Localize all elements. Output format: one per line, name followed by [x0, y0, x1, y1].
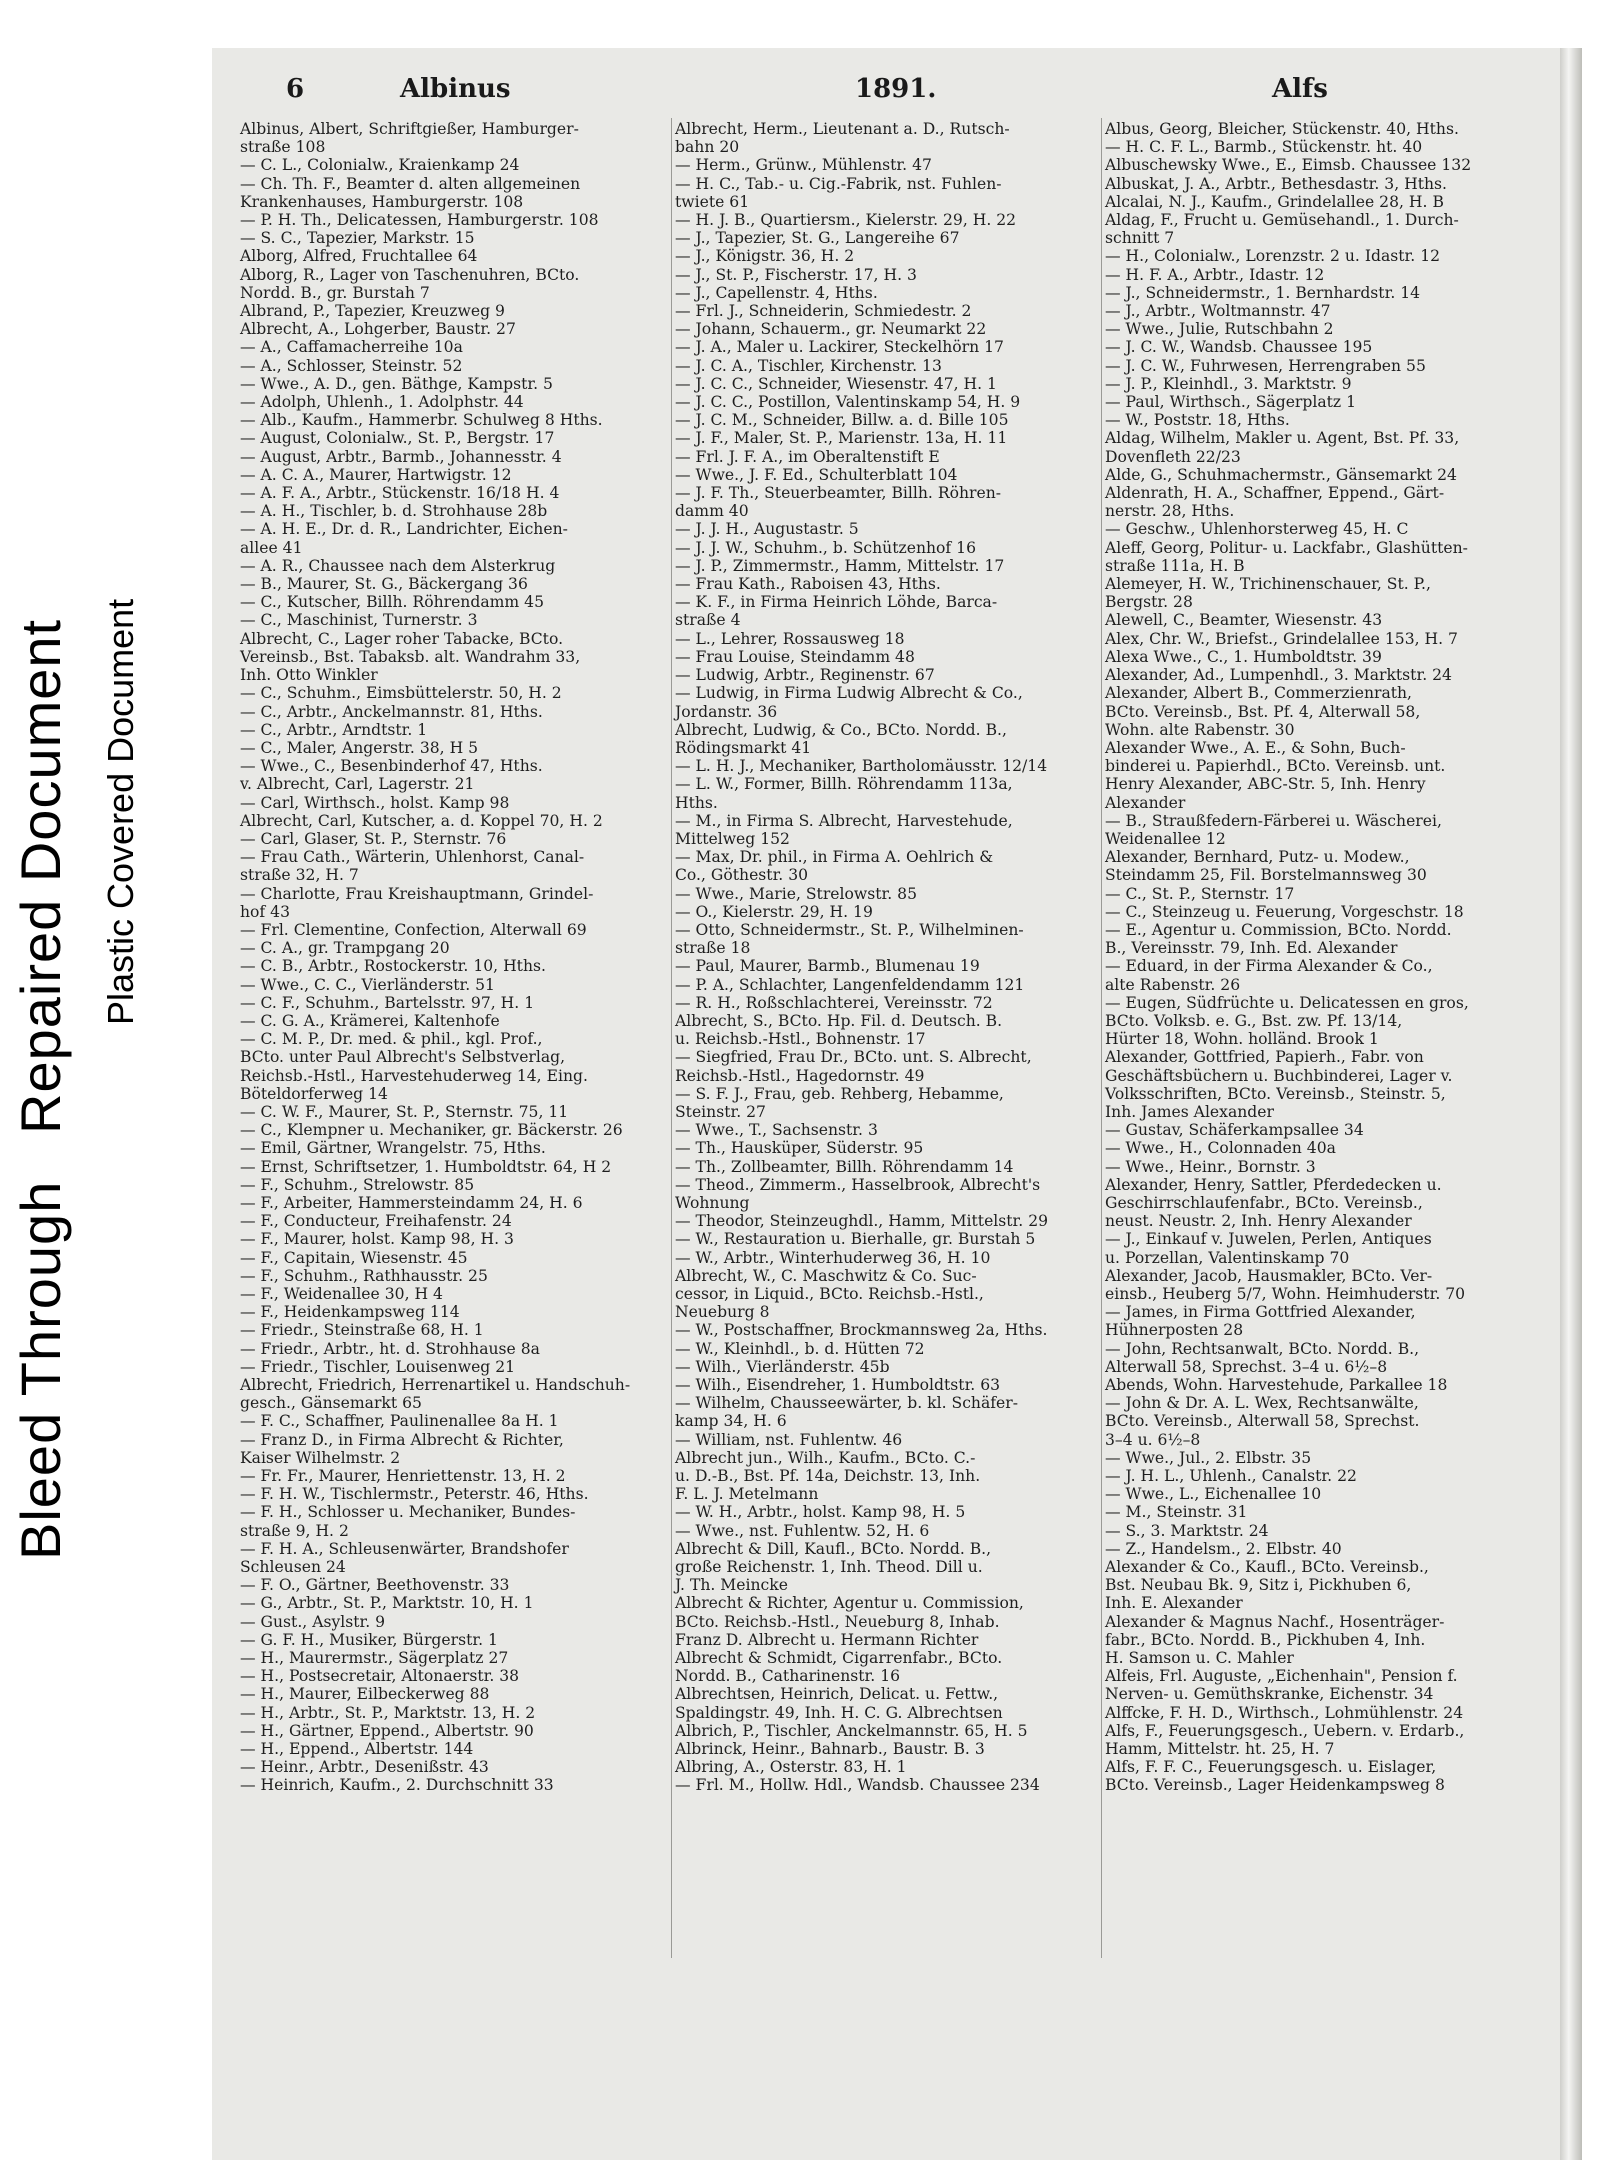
directory-entry-line: Albrinck, Heinr., Bahnarb., Baustr. B. 3: [675, 1740, 985, 1759]
directory-entry-line: — F., Maurer, holst. Kamp 98, H. 3: [240, 1230, 514, 1249]
directory-entry-line: — Wwe., C., Besenbinderhof 47, Hths.: [240, 757, 543, 776]
directory-entry-line: — H., Gärtner, Eppend., Albertstr. 90: [240, 1721, 534, 1740]
directory-entry-line: Reichsb.-Hstl., Hagedornstr. 49: [675, 1066, 925, 1085]
directory-entry-line: — Frl. J., Schneiderin, Schmiedestr. 2: [675, 302, 972, 321]
directory-column-1: [240, 120, 670, 1795]
directory-entry-line: BCto. unter Paul Albrecht's Selbstverlag,: [240, 1048, 566, 1067]
directory-entry-line: — James, in Firma Gottfried Alexander,: [1105, 1303, 1416, 1322]
directory-entry-line: binderei u. Papierhdl., BCto. Vereinsb. unt.: [1105, 757, 1446, 776]
directory-entry-line: — J., Einkauf v. Juwelen, Perlen, Antiques: [1105, 1230, 1432, 1249]
directory-entry-line: Albrecht & Schmidt, Cigarrenfabr., BCto.: [675, 1649, 1003, 1668]
directory-entry-line: — J., St. P., Fischerstr. 17, H. 3: [675, 265, 917, 284]
directory-entry-line: straße 18: [675, 939, 751, 958]
directory-entry-line: Alfeis, Frl. Auguste, „Eichenhain", Pension f.: [1105, 1667, 1458, 1686]
directory-entry-line: Alfs, F. F. C., Feuerungsgesch. u. Eislager,: [1105, 1758, 1437, 1777]
directory-entry-line: — G. F. H., Musiker, Bürgerstr. 1: [240, 1630, 498, 1649]
directory-entry-line: große Reichenstr. 1, Inh. Theod. Dill u.: [675, 1558, 983, 1577]
directory-entry-line: — Wilh., Vierländerstr. 45b: [675, 1357, 890, 1376]
directory-entry-line: — Max, Dr. phil., in Firma A. Oehlrich &: [675, 848, 994, 867]
directory-entry-line: Bst. Neubau Bk. 9, Sitz i, Pickhuben 6,: [1105, 1576, 1412, 1595]
directory-entry-line: — Ch. Th. F., Beamter d. alten allgemeinen: [240, 174, 581, 193]
directory-entry-line: straße 9, H. 2: [240, 1521, 349, 1540]
directory-column-3: [1105, 120, 1545, 1795]
directory-entry-line: — Otto, Schneidermstr., St. P., Wilhelminen-: [675, 920, 1024, 939]
directory-entry-line: Albrich, P., Tischler, Anckelmannstr. 65, H. 5: [675, 1721, 1028, 1740]
directory-entry-line: twiete 61: [675, 192, 750, 211]
directory-entry-line: neust. Neustr. 2, Inh. Henry Alexander: [1105, 1212, 1412, 1231]
directory-entry-line: — J., Schneidermstr., 1. Bernhardstr. 14: [1105, 283, 1421, 302]
directory-entry-line: Dovenfleth 22/23: [1105, 447, 1241, 466]
directory-entry-line: Böteldorferweg 14: [240, 1084, 388, 1103]
directory-entry-line: — J., Capellenstr. 4, Hths.: [675, 283, 878, 302]
directory-entry-line: alte Rabenstr. 26: [1105, 975, 1241, 994]
directory-entry-line: — J. F., Maler, St. P., Marienstr. 13a, H. 11: [675, 429, 1008, 448]
directory-entry-line: Albuskat, J. A., Arbtr., Bethesdastr. 3, Hths.: [1105, 174, 1447, 193]
directory-entry-line: kamp 34, H. 6: [675, 1412, 787, 1431]
directory-entry-line: — B., Maurer, St. G., Bäckergang 36: [240, 575, 528, 594]
directory-entry-line: — W., Kleinhdl., b. d. Hütten 72: [675, 1339, 925, 1358]
directory-entry-line: Inh. E. Alexander: [1105, 1594, 1243, 1613]
directory-entry-line: — W., Arbtr., Winterhuderweg 36, H. 10: [675, 1248, 991, 1267]
directory-entry-line: B., Vereinsstr. 79, Inh. Ed. Alexander: [1105, 939, 1398, 958]
directory-entry-line: — Gustav, Schäferkampsallee 34: [1105, 1121, 1364, 1140]
directory-entry-line: — F. O., Gärtner, Beethovenstr. 33: [240, 1576, 510, 1595]
directory-entry-line: — O., Kielerstr. 29, H. 19: [675, 902, 873, 921]
directory-entry-line: Alexander, Henry, Sattler, Pferdedecken u.: [1105, 1175, 1442, 1194]
directory-entry-line: — L. H. J., Mechaniker, Bartholomäusstr. 12/14: [675, 757, 1048, 776]
directory-entry-line: straße 4: [675, 611, 741, 630]
directory-entry-line: — W., Postschaffner, Brockmannsweg 2a, Hths.: [675, 1321, 1048, 1340]
directory-entry-line: v. Albrecht, Carl, Lagerstr. 21: [240, 775, 475, 794]
directory-entry-line: Alexander, Ad., Lumpenhdl., 3. Marktstr. 24: [1105, 666, 1452, 685]
directory-entry-line: Jordanstr. 36: [675, 702, 778, 721]
directory-column-2: [675, 120, 1105, 1795]
directory-entry-line: Geschirrschlaufenfabr., BCto. Vereinsb.,: [1105, 1193, 1423, 1212]
directory-entry-line: — Friedr., Steinstraße 68, H. 1: [240, 1321, 484, 1340]
directory-entry-line: — C., Klempner u. Mechaniker, gr. Bäckerstr. 26: [240, 1121, 623, 1140]
directory-entry-line: — Adolph, Uhlenh., 1. Adolphstr. 44: [240, 393, 524, 412]
directory-entry-line: — A. C. A., Maurer, Hartwigstr. 12: [240, 465, 512, 484]
directory-entry-line: — C. B., Arbtr., Rostockerstr. 10, Hths.: [240, 957, 546, 976]
directory-entry-line: Reichsb.-Hstl., Harvestehuderweg 14, Eing.: [240, 1066, 588, 1085]
scan-label-sidebar: [0, 0, 190, 2177]
directory-entry-line: allee 41: [240, 538, 303, 557]
directory-entry-line: gesch., Gänsemarkt 65: [240, 1394, 422, 1413]
directory-entry-line: — Wwe., T., Sachsenstr. 3: [675, 1121, 878, 1140]
directory-entry-line: — C., Steinzeug u. Feuerung, Vorgeschstr. 18: [1105, 902, 1464, 921]
directory-entry-line: — August, Colonialw., St. P., Bergstr. 17: [240, 429, 555, 448]
directory-entry-line: — Wwe., L., Eichenallee 10: [1105, 1485, 1322, 1504]
directory-entry-line: — Heinr., Arbtr., Desenißstr. 43: [240, 1758, 489, 1777]
directory-entry-line: Alexa Wwe., C., 1. Humboldtstr. 39: [1105, 647, 1382, 666]
directory-entry-line: Neueburg 8: [675, 1303, 770, 1322]
directory-entry-line: Alffcke, F. H. D., Wirthsch., Lohmühlenstr. 24: [1105, 1703, 1464, 1722]
directory-entry-line: — Carl, Wirthsch., holst. Kamp 98: [240, 793, 510, 812]
directory-entry-line: — August, Arbtr., Barmb., Johannesstr. 4: [240, 447, 562, 466]
directory-entry-line: hof 43: [240, 902, 291, 921]
page-edge: [1560, 48, 1582, 2160]
directory-entry-line: Albrecht, C., Lager roher Tabacke, BCto.: [240, 629, 564, 648]
directory-entry-line: — Emil, Gärtner, Wrangelstr. 75, Hths.: [240, 1139, 546, 1158]
directory-entry-line: — Herm., Grünw., Mühlenstr. 47: [675, 156, 932, 175]
directory-entry-line: nerstr. 28, Hths.: [1105, 502, 1235, 521]
directory-entry-line: — C. L., Colonialw., Kraienkamp 24: [240, 156, 520, 175]
directory-entry-line: — S. C., Tapezier, Markstr. 15: [240, 229, 475, 248]
directory-entry-line: Bergstr. 28: [1105, 593, 1193, 612]
directory-entry-line: — F., Weidenallee 30, H 4: [240, 1285, 443, 1303]
directory-entry-line: Albrechtsen, Heinrich, Delicat. u. Fettw.,: [675, 1685, 999, 1704]
directory-entry-line: Alterwall 58, Sprechst. 3–4 u. 6½–8: [1105, 1357, 1388, 1376]
directory-entry-line: — C., Arbtr., Arndtstr. 1: [240, 720, 428, 739]
directory-entry-line: Albrecht, S., BCto. Hp. Fil. d. Deutsch. B.: [675, 1011, 1003, 1030]
directory-entry-line: — Wwe., A. D., gen. Bäthge, Kampstr. 5: [240, 374, 553, 393]
directory-entry-line: Nordd. B., Catharinenstr. 16: [675, 1667, 901, 1686]
directory-entry-line: — William, nst. Fuhlentw. 46: [675, 1430, 903, 1449]
directory-entry-line: Alborg, R., Lager von Taschenuhren, BCto.: [240, 265, 580, 284]
directory-entry-line: — C., Arbtr., Anckelmannstr. 81, Hths.: [240, 702, 543, 721]
directory-entry-line: Aleff, Georg, Politur- u. Lackfabr., Glashütten-: [1105, 538, 1468, 557]
directory-entry-line: — A. F. A., Arbtr., Stückenstr. 16/18 H. 4: [240, 484, 560, 503]
directory-entry-line: — H., Eppend., Albertstr. 144: [240, 1740, 474, 1759]
directory-entry-line: — J. C. W., Fuhrwesen, Herrengraben 55: [1105, 356, 1426, 375]
directory-entry-line: Alexander Wwe., A. E., & Sohn, Buch-: [1105, 738, 1406, 757]
directory-entry-line: — W., Poststr. 18, Hths.: [1105, 411, 1290, 430]
repaired-document-label: Repaired Document: [9, 618, 72, 1134]
directory-entry-line: Albrecht, Friedrich, Herrenartikel u. Handschuh-: [240, 1376, 631, 1395]
directory-entry-line: — C., Maler, Angerstr. 38, H 5: [240, 738, 479, 757]
directory-entry-line: — H., Arbtr., St. P., Marktstr. 13, H. 2: [240, 1703, 536, 1722]
directory-entry-line: — Wwe., H., Colonnaden 40a: [1105, 1139, 1336, 1158]
directory-entry-line: cessor, in Liquid., BCto. Reichsb.-Hstl.,: [675, 1285, 984, 1303]
directory-entry-line: — P. H. Th., Delicatessen, Hamburgerstr. 108: [240, 211, 599, 230]
directory-entry-line: — C. F., Schuhm., Bartelsstr. 97, H. 1: [240, 993, 535, 1012]
directory-entry-line: Weidenallee 12: [1105, 829, 1226, 848]
directory-entry-line: Nerven- u. Gemüthskranke, Eichenstr. 34: [1105, 1685, 1434, 1704]
directory-entry-line: Aldag, Wilhelm, Makler u. Agent, Bst. Pf. 33,: [1105, 429, 1460, 448]
directory-entry-line: — J., Königstr. 36, H. 2: [675, 247, 855, 266]
directory-entry-line: — C., Maschinist, Turnerstr. 3: [240, 611, 478, 630]
directory-entry-line: Alcalai, N. J., Kaufm., Grindelallee 28, H. B: [1105, 192, 1444, 211]
directory-entry-line: straße 32, H. 7: [240, 866, 359, 885]
directory-entry-line: straße 108: [240, 138, 326, 157]
directory-entry-line: — John & Dr. A. L. Wex, Rechtsanwälte,: [1105, 1394, 1419, 1413]
directory-entry-line: — B., Straußfedern-Färberei u. Wäscherei,: [1105, 811, 1442, 830]
directory-entry-line: 3–4 u. 6½–8: [1105, 1430, 1201, 1449]
directory-entry-line: bahn 20: [675, 138, 740, 157]
directory-entry-line: — Carl, Glaser, St. P., Sternstr. 76: [240, 829, 507, 848]
directory-entry-line: — Frl. M., Hollw. Hdl., Wandsb. Chaussee 234: [675, 1776, 1040, 1795]
directory-entry-line: Albrecht & Richter, Agentur u. Commission,: [675, 1594, 1024, 1613]
directory-entry-line: — H. C., Tab.- u. Cig.-Fabrik, nst. Fuhlen-: [675, 174, 1002, 193]
directory-entry-line: u. Porzellan, Valentinskamp 70: [1105, 1248, 1350, 1267]
directory-entry-line: Hühnerposten 28: [1105, 1321, 1244, 1340]
directory-entry-line: — Wwe., Julie, Rutschbahn 2: [1105, 320, 1334, 339]
directory-entry-line: — Paul, Wirthsch., Sägerplatz 1: [1105, 393, 1357, 412]
directory-entry-line: — J. J. H., Augustastr. 5: [675, 520, 859, 539]
directory-entry-line: Albrecht jun., Wilh., Kaufm., BCto. C.-: [675, 1448, 976, 1467]
directory-entry-line: Hths.: [675, 793, 718, 812]
directory-entry-line: — F. H. A., Schleusenwärter, Brandshofer: [240, 1539, 569, 1558]
directory-entry-line: — A. R., Chaussee nach dem Alsterkrug: [240, 556, 556, 575]
directory-entry-line: F. L. J. Metelmann: [675, 1485, 819, 1504]
directory-entry-line: BCto. Vereinsb., Bst. Pf. 4, Alterwall 58,: [1105, 702, 1421, 721]
directory-entry-line: — K. F., in Firma Heinrich Löhde, Barca-: [675, 593, 998, 612]
directory-entry-line: — C., St. P., Sternstr. 17: [1105, 884, 1295, 903]
directory-entry-line: — John, Rechtsanwalt, BCto. Nordd. B.,: [1105, 1339, 1420, 1358]
directory-entry-line: — Wwe., J. F. Ed., Schulterblatt 104: [675, 465, 958, 484]
directory-entry-line: straße 111a, H. B: [1105, 556, 1245, 575]
directory-entry-line: Volksschriften, BCto. Vereinsb., Steinstr. 5,: [1105, 1084, 1446, 1103]
directory-entry-line: Geschäftsbüchern u. Buchbinderei, Lager v.: [1105, 1066, 1453, 1085]
directory-entry-line: Albrecht, Ludwig, & Co., BCto. Nordd. B.,: [675, 720, 1007, 739]
directory-entry-line: — F. H., Schlosser u. Mechaniker, Bundes-: [240, 1503, 576, 1522]
directory-entry-line: — Ludwig, in Firma Ludwig Albrecht & Co.,: [675, 684, 1023, 703]
directory-entry-line: — J. C. A., Tischler, Kirchenstr. 13: [675, 356, 942, 375]
directory-entry-line: — J. F. Th., Steuerbeamter, Billh. Röhren-: [675, 484, 1002, 503]
directory-entry-line: Spaldingstr. 49, Inh. H. C. G. Albrechtsen: [675, 1703, 1003, 1722]
directory-entry-line: Alewell, C., Beamter, Wiesenstr. 43: [1105, 611, 1383, 630]
directory-entry-line: Albrecht, Carl, Kutscher, a. d. Koppel 70, H. 2: [240, 811, 603, 830]
directory-entry-line: — S. F. J., Frau, geb. Rehberg, Hebamme,: [675, 1084, 1004, 1103]
directory-entry-line: Steindamm 25, Fil. Borstelmannsweg 30: [1105, 866, 1427, 885]
directory-entry-line: Rödingsmarkt 41: [675, 738, 812, 757]
column-rule: [671, 118, 672, 1958]
directory-entry-line: — Eduard, in der Firma Alexander & Co.,: [1105, 957, 1433, 976]
directory-entry-line: — J. C. M., Schneider, Billw. a. d. Bille 105: [675, 411, 1009, 430]
directory-entry-line: einsb., Heuberg 5/7, Wohn. Heimhuderstr. 70: [1105, 1285, 1466, 1303]
directory-entry-line: BCto. Reichsb.-Hstl., Neueburg 8, Inhab.: [675, 1612, 1000, 1631]
directory-entry-line: Steinstr. 27: [675, 1102, 766, 1121]
directory-entry-line: fabr., BCto. Nordd. B., Pickhuben 4, Inh.: [1105, 1630, 1426, 1649]
directory-entry-line: — F., Arbeiter, Hammersteindamm 24, H. 6: [240, 1193, 583, 1212]
directory-entry-line: Wohnung: [675, 1193, 750, 1212]
directory-entry-line: — F., Schuhm., Strelowstr. 85: [240, 1175, 475, 1194]
directory-entry-line: — W., Restauration u. Bierhalle, gr. Burstah 5: [675, 1230, 1036, 1249]
directory-entry-line: — Frl. J. F. A., im Oberaltenstift E: [675, 447, 940, 466]
directory-entry-line: — Siegfried, Frau Dr., BCto. unt. S. Albrecht,: [675, 1048, 1032, 1067]
directory-entry-line: — Th., Hausküper, Süderstr. 95: [675, 1139, 924, 1158]
directory-entry-line: Inh. Otto Winkler: [240, 666, 378, 685]
directory-entry-line: — Friedr., Arbtr., ht. d. Strohhause 8a: [240, 1339, 540, 1358]
directory-entry-line: — F. H. W., Tischlermstr., Peterstr. 46, Hths.: [240, 1485, 589, 1504]
directory-entry-line: Vereinsb., Bst. Tabaksb. alt. Wandrahm 33,: [240, 647, 581, 666]
directory-entry-line: Nordd. B., gr. Burstah 7: [240, 283, 430, 302]
directory-entry-line: — J., Tapezier, St. G., Langereihe 67: [675, 229, 960, 248]
directory-entry-line: — J. C. C., Schneider, Wiesenstr. 47, H. 1: [675, 374, 997, 393]
directory-entry-line: Albrecht & Dill, Kaufl., BCto. Nordd. B.,: [675, 1539, 992, 1558]
directory-entry-line: — Alb., Kaufm., Hammerbr. Schulweg 8 Hths.: [240, 411, 603, 430]
directory-entry-line: Alexander, Albert B., Commerzienrath,: [1105, 684, 1413, 703]
directory-entry-line: — M., Steinstr. 31: [1105, 1503, 1248, 1522]
directory-entry-line: u. Reichsb.-Hstl., Bohnenstr. 17: [675, 1030, 926, 1049]
directory-entry-line: schnitt 7: [1105, 229, 1175, 248]
directory-entry-line: Alborg, Alfred, Fruchtallee 64: [240, 247, 478, 266]
directory-entry-line: — L. W., Former, Billh. Röhrendamm 113a,: [675, 775, 1013, 794]
directory-entry-line: — H., Colonialw., Lorenzstr. 2 u. Idastr. 12: [1105, 247, 1441, 266]
directory-entry-line: — Paul, Maurer, Barmb., Blumenau 19: [675, 957, 980, 976]
directory-entry-line: — Z., Handelsm., 2. Elbstr. 40: [1105, 1539, 1342, 1558]
directory-entry-line: Alexander & Magnus Nachf., Hosenträger-: [1105, 1612, 1445, 1631]
directory-entry-line: — C. A., gr. Trampgang 20: [240, 939, 450, 958]
directory-entry-line: Alexander, Gottfried, Papierh., Fabr. von: [1105, 1048, 1424, 1067]
directory-entry-line: — Heinrich, Kaufm., 2. Durchschnitt 33: [240, 1776, 554, 1795]
directory-entry-line: — C., Kutscher, Billh. Röhrendamm 45: [240, 593, 545, 612]
directory-entry-line: Wohn. alte Rabenstr. 30: [1105, 720, 1295, 739]
damage-labels: [8, 619, 73, 1560]
directory-entry-line: — Frau Kath., Raboisen 43, Hths.: [675, 575, 941, 594]
page-number: 6: [286, 74, 305, 104]
directory-entry-line: — C. W. F., Maurer, St. P., Sternstr. 75, 11: [240, 1102, 569, 1121]
directory-entry-line: Alex, Chr. W., Briefst., Grindelallee 153, H. 7: [1105, 629, 1458, 648]
directory-entry-line: — Johann, Schauerm., gr. Neumarkt 22: [675, 320, 987, 339]
directory-entry-line: Hürter 18, Wohn. holländ. Brook 1: [1105, 1030, 1379, 1049]
directory-entry-line: — Ludwig, Arbtr., Reginenstr. 67: [675, 666, 935, 685]
directory-entry-line: — G., Arbtr., St. P., Marktstr. 10, H. 1: [240, 1594, 534, 1613]
directory-entry-line: — Ernst, Schriftsetzer, 1. Humboldtstr. 64, H 2: [240, 1157, 612, 1176]
directory-entry-line: — H. J. B., Quartiersm., Kielerstr. 29, H. 22: [675, 211, 1017, 230]
directory-entry-line: — S., 3. Marktstr. 24: [1105, 1521, 1269, 1540]
directory-entry-line: — F., Schuhm., Rathhausstr. 25: [240, 1266, 488, 1285]
directory-entry-line: Abends, Wohn. Harvestehude, Parkallee 18: [1105, 1376, 1448, 1395]
directory-entry-line: Alde, G., Schuhmachermstr., Gänsemarkt 24: [1105, 465, 1457, 484]
directory-entry-line: — J., Arbtr., Woltmannstr. 47: [1105, 302, 1331, 321]
directory-entry-line: — Geschw., Uhlenhorsterweg 45, H. C: [1105, 520, 1409, 539]
directory-entry-line: — R. H., Roßschlachterei, Vereinsstr. 72: [675, 993, 993, 1012]
directory-entry-line: BCto. Volksb. e. G., Bst. zw. Pf. 13/14,: [1105, 1011, 1403, 1030]
directory-entry-line: — Th., Zollbeamter, Billh. Röhrendamm 14: [675, 1157, 1014, 1176]
directory-entry-line: — Charlotte, Frau Kreishauptmann, Grindel-: [240, 884, 594, 903]
directory-entry-line: Alexander, Jacob, Hausmakler, BCto. Ver-: [1105, 1266, 1433, 1285]
directory-entry-line: — Wwe., C. C., Vierländerstr. 51: [240, 975, 495, 994]
directory-entry-line: Co., Göthestr. 30: [675, 866, 809, 885]
directory-entry-line: — Wwe., nst. Fuhlentw. 52, H. 6: [675, 1521, 930, 1540]
directory-entry-line: — Theod., Zimmerm., Hasselbrook, Albrecht's: [675, 1175, 1041, 1194]
left-guide-word: Albinus: [400, 74, 511, 104]
directory-entry-line: — C. G. A., Krämerei, Kaltenhofe: [240, 1011, 500, 1030]
directory-entry-line: Alexander: [1105, 793, 1186, 812]
directory-entry-line: — J. P., Zimmermstr., Hamm, Mittelstr. 17: [675, 556, 1005, 575]
directory-entry-line: — C. M. P., Dr. med. & phil., kgl. Prof.,: [240, 1030, 543, 1049]
directory-entry-line: — M., in Firma S. Albrecht, Harvestehude,: [675, 811, 1013, 830]
directory-entry-line: — Wwe., Marie, Strelowstr. 85: [675, 884, 917, 903]
directory-entry-line: — Fr. Fr., Maurer, Henriettenstr. 13, H. 2: [240, 1467, 566, 1486]
directory-entry-line: Albuschewsky Wwe., E., Eimsb. Chaussee 132: [1105, 156, 1472, 175]
directory-entry-line: — W. H., Arbtr., holst. Kamp 98, H. 5: [675, 1503, 966, 1522]
directory-entry-line: — H. F. A., Arbtr., Idastr. 12: [1105, 265, 1325, 284]
directory-entry-line: damm 40: [675, 502, 749, 521]
directory-entry-line: — P. A., Schlachter, Langenfeldendamm 121: [675, 975, 1025, 994]
directory-entry-line: H. Samson u. C. Mahler: [1105, 1649, 1294, 1668]
directory-entry-line: u. D.-B., Bst. Pf. 14a, Deichstr. 13, Inh.: [675, 1467, 981, 1486]
directory-entry-line: — A., Schlosser, Steinstr. 52: [240, 356, 463, 375]
directory-entry-line: Kaiser Wilhelmstr. 2: [240, 1448, 401, 1467]
directory-entry-line: — A. H., Tischler, b. d. Strohhause 28b: [240, 502, 548, 521]
directory-entry-line: Albrand, P., Tapezier, Kreuzweg 9: [240, 302, 505, 321]
directory-entry-line: — Wwe., Jul., 2. Elbstr. 35: [1105, 1448, 1312, 1467]
directory-entry-line: — Wilhelm, Chausseewärter, b. kl. Schäfer-: [675, 1394, 1018, 1413]
directory-entry-line: Aldag, F., Frucht u. Gemüsehandl., 1. Durch-: [1105, 211, 1459, 230]
directory-entry-line: Alexander, Bernhard, Putz- u. Modew.,: [1105, 848, 1410, 867]
directory-entry-line: Alemeyer, H. W., Trichinenschauer, St. P.,: [1105, 575, 1431, 594]
directory-entry-line: — Franz D., in Firma Albrecht & Richter,: [240, 1430, 564, 1449]
directory-entry-line: — F., Capitain, Wiesenstr. 45: [240, 1248, 468, 1267]
directory-entry-line: — Frau Cath., Wärterin, Uhlenhorst, Canal-: [240, 848, 585, 867]
directory-entry-line: Alfs, F., Feuerungsgesch., Uebern. v. Erdarb.,: [1105, 1721, 1465, 1740]
directory-entry-line: — A., Caffamacherreihe 10a: [240, 338, 463, 357]
directory-entry-line: Henry Alexander, ABC-Str. 5, Inh. Henry: [1105, 775, 1426, 794]
directory-entry-line: Aldenrath, H. A., Schaffner, Eppend., Gärt-: [1105, 484, 1445, 503]
directory-entry-line: — F., Conducteur, Freihafenstr. 24: [240, 1212, 512, 1231]
right-guide-word: Alfs: [1272, 74, 1328, 104]
directory-entry-line: — E., Agentur u. Commission, BCto. Nordd.: [1105, 920, 1452, 939]
directory-entry-line: Albus, Georg, Bleicher, Stückenstr. 40, Hths.: [1105, 120, 1459, 138]
directory-entry-line: — H. C. F. L., Barmb., Stückenstr. ht. 40: [1105, 138, 1423, 157]
plastic-covered-label: Plastic Covered Document: [100, 598, 141, 1025]
directory-entry-line: BCto. Vereinsb., Lager Heidenkampsweg 8: [1105, 1776, 1445, 1795]
directory-entry-line: Mittelweg 152: [675, 829, 790, 848]
directory-entry-line: — J. A., Maler u. Lackirer, Steckelhörn 17: [675, 338, 1004, 357]
directory-entry-line: — J. J. W., Schuhm., b. Schützenhof 16: [675, 538, 976, 557]
directory-entry-line: — C., Schuhm., Eimsbüttelerstr. 50, H. 2: [240, 684, 562, 703]
directory-entry-line: — H., Postsecretair, Altonaerstr. 38: [240, 1667, 520, 1686]
directory-entry-line: J. Th. Meincke: [675, 1576, 788, 1595]
directory-entry-line: — J. C. C., Postillon, Valentinskamp 54, H. 9: [675, 393, 1021, 412]
directory-entry-line: — A. H. E., Dr. d. R., Landrichter, Eichen-: [240, 520, 568, 539]
bleed-through-label: Bleed Through: [9, 1180, 72, 1560]
directory-entry-line: Krankenhauses, Hamburgerstr. 108: [240, 192, 524, 211]
directory-entry-line: Alexander & Co., Kaufl., BCto. Vereinsb.,: [1105, 1558, 1429, 1577]
year-heading: 1891.: [855, 74, 937, 104]
directory-entry-line: Albinus, Albert, Schriftgießer, Hamburger-: [240, 120, 579, 138]
directory-entry-line: Albrecht, W., C. Maschwitz & Co. Suc-: [675, 1266, 977, 1285]
directory-entry-line: Hamm, Mittelstr. ht. 25, H. 7: [1105, 1740, 1335, 1759]
directory-entry-line: — Frl. Clementine, Confection, Alterwall 69: [240, 920, 587, 939]
directory-entry-line: Albring, A., Osterstr. 83, H. 1: [675, 1758, 907, 1777]
directory-entry-line: — Theodor, Steinzeughdl., Hamm, Mittelstr. 29: [675, 1212, 1049, 1231]
directory-entry-line: Albrecht, Herm., Lieutenant a. D., Rutsch-: [675, 120, 1010, 138]
directory-entry-line: — H., Maurermstr., Sägerplatz 27: [240, 1649, 509, 1668]
directory-entry-line: BCto. Vereinsb., Alterwall 58, Sprechst.: [1105, 1412, 1420, 1431]
directory-entry-line: — J. H. L., Uhlenh., Canalstr. 22: [1105, 1467, 1357, 1486]
directory-entry-line: — Friedr., Tischler, Louisenweg 21: [240, 1357, 516, 1376]
directory-entry-line: — F., Heidenkampsweg 114: [240, 1303, 460, 1322]
directory-entry-line: — F. C., Schaffner, Paulinenallee 8a H. 1: [240, 1412, 559, 1431]
directory-entry-line: — Wwe., Heinr., Bornstr. 3: [1105, 1157, 1316, 1176]
directory-entry-line: Inh. James Alexander: [1105, 1102, 1274, 1121]
directory-entry-line: — L., Lehrer, Rossausweg 18: [675, 629, 905, 648]
directory-entry-line: — H., Maurer, Eilbeckerweg 88: [240, 1685, 490, 1704]
directory-entry-line: Franz D. Albrecht u. Hermann Richter: [675, 1630, 979, 1649]
directory-entry-line: — J. C. W., Wandsb. Chaussee 195: [1105, 338, 1373, 357]
directory-entry-line: — J. P., Kleinhdl., 3. Marktstr. 9: [1105, 374, 1352, 393]
directory-entry-line: — Frau Louise, Steindamm 48: [675, 647, 915, 666]
directory-entry-line: Albrecht, A., Lohgerber, Baustr. 27: [240, 320, 516, 339]
directory-entry-line: — Wilh., Eisendreher, 1. Humboldtstr. 63: [675, 1376, 1001, 1395]
directory-entry-line: — Eugen, Südfrüchte u. Delicatessen en gros,: [1105, 993, 1469, 1012]
directory-entry-line: Schleusen 24: [240, 1558, 346, 1577]
directory-entry-line: — Gust., Asylstr. 9: [240, 1612, 386, 1631]
